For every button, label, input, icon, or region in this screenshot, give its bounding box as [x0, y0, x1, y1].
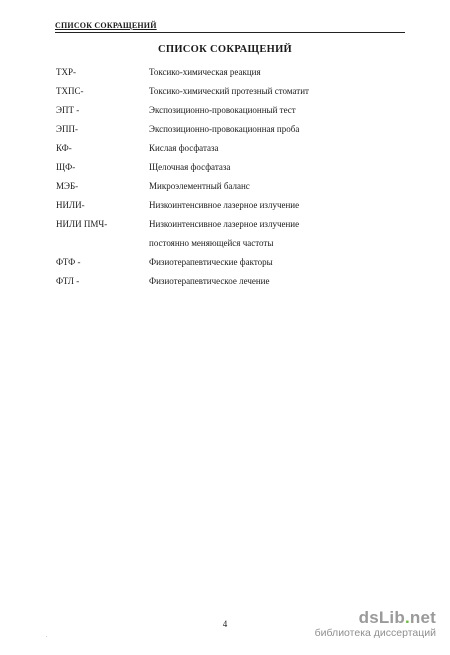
abbreviation-row: [56, 142, 416, 154]
abbreviation-term: ЩФ-: [56, 162, 76, 172]
abbreviation-definition: [149, 85, 416, 97]
abbreviation-definition: [149, 123, 416, 135]
abbreviation-term: ЭПП-: [56, 124, 78, 134]
abbreviation-definition: [149, 199, 416, 211]
abbreviation-term: ФТФ -: [56, 257, 81, 267]
watermark-logo-right: net: [409, 608, 436, 627]
watermark[interactable]: [315, 609, 436, 640]
abbreviation-row: [56, 275, 416, 287]
abbreviation-term: МЭБ-: [56, 181, 79, 191]
abbreviation-term: ЭПТ -: [56, 105, 80, 115]
abbreviation-term: ТХР-: [56, 67, 76, 77]
watermark-logo[interactable]: [315, 609, 436, 627]
definition-line: постоянно меняющейся частоты: [149, 238, 274, 248]
abbreviation-definition: [149, 275, 416, 287]
abbreviation-row: [56, 161, 416, 173]
abbreviation-row: [56, 85, 416, 97]
abbreviation-row: [56, 66, 416, 78]
abbreviation-row: [56, 123, 416, 135]
abbreviation-term: КФ-: [56, 143, 72, 153]
page-number: 4: [222, 619, 228, 629]
abbreviation-term: НИЛИ ПМЧ-: [56, 219, 108, 229]
margin-mark: .: [46, 633, 48, 639]
definition-line: Экспозиционно-провокационный тест: [149, 105, 296, 115]
abbreviation-definition: [149, 218, 416, 249]
header-rule: [55, 32, 405, 33]
abbreviation-list: [56, 66, 416, 294]
abbreviation-row: [56, 218, 416, 249]
definition-line: Физиотерапевтическое лечение: [149, 276, 270, 286]
abbreviation-term: ФТЛ -: [56, 276, 80, 286]
definition-line: Физиотерапевтические факторы: [149, 257, 273, 267]
abbreviation-term: ТХПС-: [56, 86, 84, 96]
watermark-logo-dot: .: [404, 608, 410, 627]
abbreviation-definition: [149, 66, 416, 78]
running-header: СПИСОК СОКРАЩЕНИЙ: [55, 21, 157, 30]
definition-line: Токсико-химический протезный стоматит: [149, 86, 309, 96]
definition-line: Микроэлементный баланс: [149, 181, 250, 191]
abbreviation-row: [56, 104, 416, 116]
abbreviation-definition: [149, 142, 416, 154]
abbreviation-row: [56, 256, 416, 268]
definition-line: Щелочная фосфатаза: [149, 162, 231, 172]
definition-line: Кислая фосфатаза: [149, 143, 219, 153]
abbreviation-definition: [149, 161, 416, 173]
abbreviation-term: НИЛИ-: [56, 200, 85, 210]
watermark-tagline: библиотека диссертаций: [314, 627, 436, 639]
page-title: СПИСОК СОКРАЩЕНИЙ: [157, 44, 293, 55]
definition-line: Экспозиционно-провокационная проба: [149, 124, 300, 134]
definition-line: Низкоинтенсивное лазерное излучение: [149, 200, 300, 210]
abbreviation-row: [56, 199, 416, 211]
abbreviation-definition: [149, 256, 416, 268]
abbreviation-definition: [149, 104, 416, 116]
abbreviation-row: [56, 180, 416, 192]
definition-line: Низкоинтенсивное лазерное излучение: [149, 219, 300, 229]
definition-line: Токсико-химическая реакция: [149, 67, 261, 77]
abbreviation-definition: [149, 180, 416, 192]
watermark-logo-left: dsLib: [358, 608, 405, 627]
